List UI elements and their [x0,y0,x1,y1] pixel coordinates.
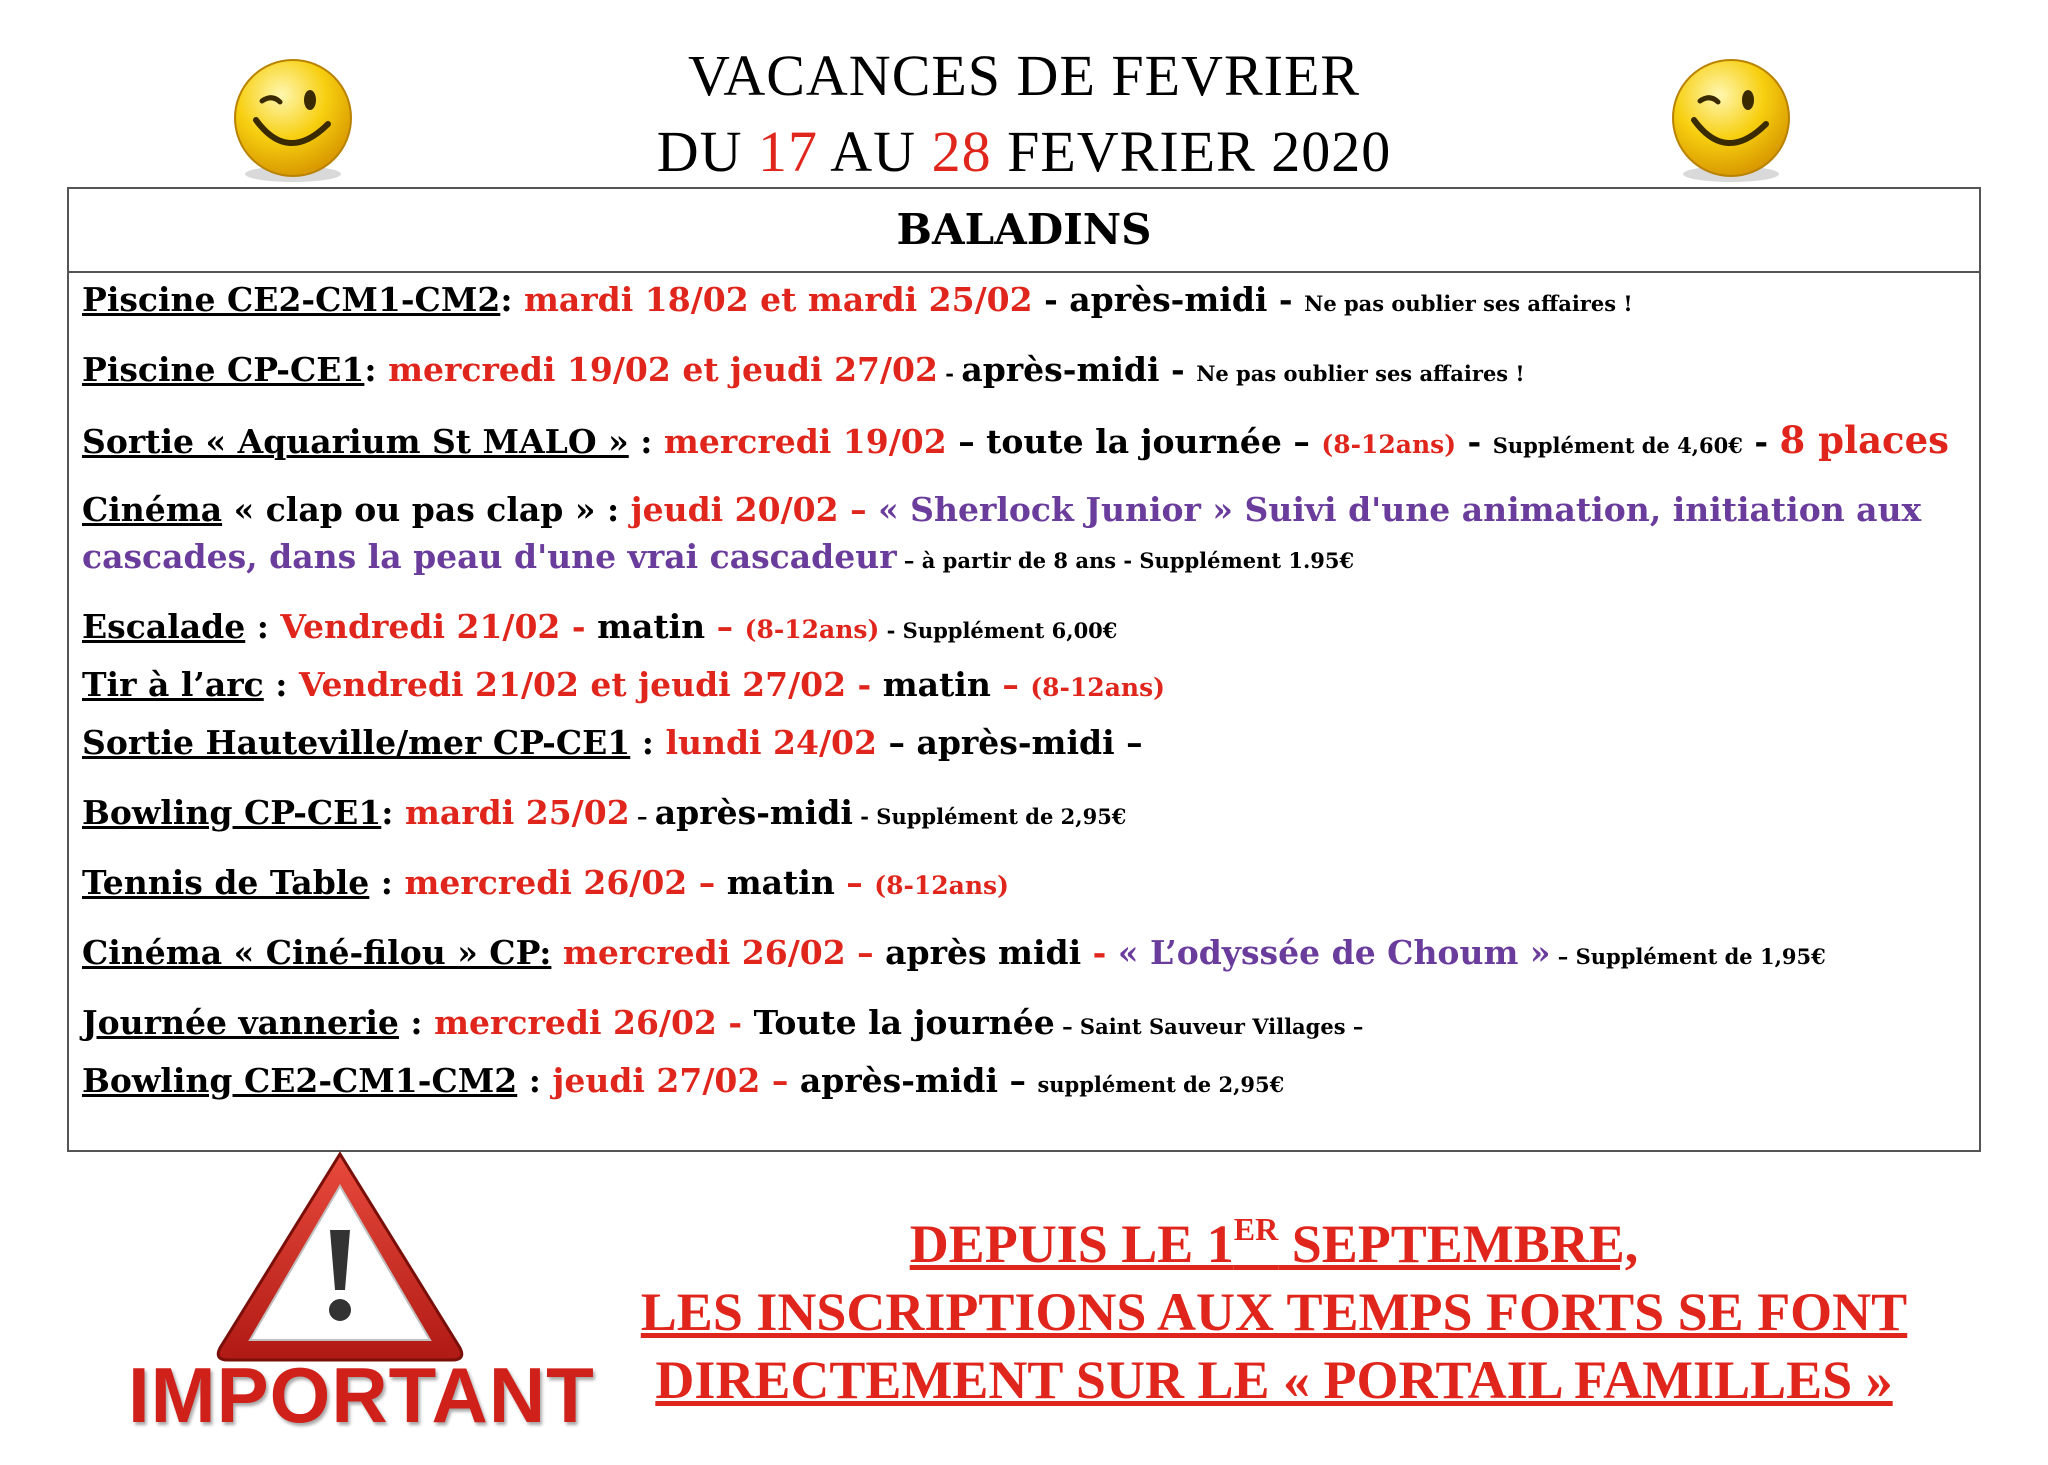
activity-time: matin [882,665,991,704]
notice [600,1210,1948,1414]
separator: : [263,665,299,704]
activity-film: « L’odyssée de Choum » [1117,933,1551,972]
activity-dates: mardi 18/02 et mardi 25/02 [524,280,1033,319]
activity-cinema-clap [82,487,1921,533]
activity-time: après midi [885,933,1082,972]
activity-place: – Saint Sauveur Villages – [1054,1014,1364,1039]
end-day: 28 [931,119,992,184]
activity-time: Toute la journée [753,1003,1055,1042]
activity-dates: mercredi 19/02 et jeudi 27/02 [388,350,938,389]
activities-box [67,187,1981,1152]
activity-hauteville [82,720,1143,766]
activity-name: Escalade [82,607,246,646]
separator: – [629,804,655,829]
activity-supplement: - Supplément 6,00€ [879,618,1118,643]
activity-dates: Vendredi 21/02 - [280,607,598,646]
activity-note: Ne pas oublier ses affaires ! [1304,291,1633,316]
activity-supplement: Supplément de 4,60€ [1492,433,1743,458]
title-line-1: VACANCES DE FEVRIER [687,43,1361,108]
separator: - [1081,933,1118,972]
separator: : [364,350,389,389]
activity-dates: mercredi 26/02 - [434,1003,754,1042]
separator: - [937,361,962,386]
activity-dates: mercredi 19/02 [663,422,947,461]
box-title: BALADINS [69,189,1979,273]
important-label: IMPORTANT [128,1351,595,1439]
activity-name: Piscine CE2-CM1-CM2 [82,280,501,319]
start-day: 17 [758,119,818,184]
activity-age: (8-12ans) [874,871,1009,900]
page-title [0,38,2048,190]
activity-escalade [82,604,1117,654]
activity-name: Cinéma [82,490,223,529]
activity-bowling-cp [82,790,1126,840]
notice-text: DEPUIS LE 1 [909,1214,1234,1274]
separator: – [705,607,745,646]
activity-supplement: supplément de 2,95€ [1037,1072,1285,1097]
activity-places: 8 places [1779,418,1949,462]
activity-age: (8-12ans) [1321,430,1457,459]
separator: : [517,1061,553,1100]
activity-dates: Vendredi 21/02 et jeudi 27/02 - [298,665,883,704]
activity-time: – après-midi – [876,723,1143,762]
separator: : [628,422,664,461]
activity-bowling-ce2 [82,1058,1284,1108]
activity-dates: mardi 25/02 [404,793,630,832]
activity-vannerie [82,1000,1363,1050]
activity-tir-arc [82,662,1165,711]
activity-film: « Sherlock Junior » Suivi d'une animation, initiation aux [878,490,1922,529]
separator: - [1456,422,1493,461]
separator: : [245,607,281,646]
activity-cinema-clap-cont [82,534,1354,584]
activity-dates: jeudi 20/02 – [630,490,879,529]
activity-name: Cinéma « Ciné-filou » CP: [82,933,552,972]
separator: – [834,863,875,902]
activity-name: Sortie « Aquarium St MALO » [82,422,629,461]
separator: - [1742,422,1780,461]
activity-subtitle: « clap ou pas clap » : [222,490,631,529]
activity-supplement: Supplément de 1,95€ [1575,944,1826,969]
activity-name: Sortie Hauteville/mer CP-CE1 [82,723,631,762]
activity-time: - après-midi - [1032,280,1305,319]
notice-line-1 [600,1210,1948,1278]
activity-time: après-midi – [799,1061,1038,1100]
activity-dates: jeudi 27/02 – [552,1061,800,1100]
activity-film: cascades, dans la peau d'une vrai cascadeur [82,537,897,576]
activity-name: Journée vannerie [82,1003,399,1042]
activity-piscine-ce2 [82,277,1633,327]
activity-dates: lundi 24/02 [665,723,877,762]
separator: – [1550,944,1576,969]
activity-name: Tir à l’arc [82,665,264,704]
notice-superscript: ER [1233,1211,1279,1247]
notice-line-3: DIRECTEMENT SUR LE « PORTAIL FAMILLES » [655,1350,1893,1410]
title-text: FEVRIER 2020 [991,119,1392,184]
activity-time: après-midi [654,793,853,832]
activity-cinema-filou [82,930,1826,980]
activity-time: – toute la journée – [946,422,1322,461]
activity-tennis [82,860,1009,909]
activity-dates: mercredi 26/02 – [562,933,886,972]
activity-name: Bowling CE2-CM1-CM2 [82,1061,518,1100]
activity-time: matin [597,607,706,646]
notice-text: SEPTEMBRE, [1278,1214,1639,1274]
activity-aquarium [82,417,1949,469]
title-text: AU [818,119,932,184]
notice-line-2: LES INSCRIPTIONS AUX TEMPS FORTS SE FONT [640,1282,1908,1342]
title-text: DU [656,119,758,184]
activity-piscine-cp [82,347,1525,397]
separator: : [381,793,405,832]
separator: : [398,1003,435,1042]
activity-time: après-midi - [961,350,1197,389]
separator: : [500,280,524,319]
activity-dates: mercredi 26/02 – [404,863,727,902]
activity-time: matin [726,863,835,902]
separator: – [990,665,1031,704]
title-line-2 [0,114,2048,190]
activity-name: Piscine CP-CE1 [82,350,365,389]
separator: : [630,723,666,762]
activity-age: (8-12ans) [744,615,880,644]
activity-supplement: - Supplément de 2,95€ [852,804,1127,829]
activity-age: – à partir de 8 ans - [896,548,1140,573]
activity-name: Bowling CP-CE1 [82,793,382,832]
separator [551,933,563,972]
activity-note: Ne pas oublier ses affaires ! [1196,361,1525,386]
activity-name: Tennis de Table [82,863,370,902]
separator: : [369,863,405,902]
activity-supplement: Supplément 1.95€ [1139,548,1355,573]
activity-age: (8-12ans) [1030,673,1165,702]
